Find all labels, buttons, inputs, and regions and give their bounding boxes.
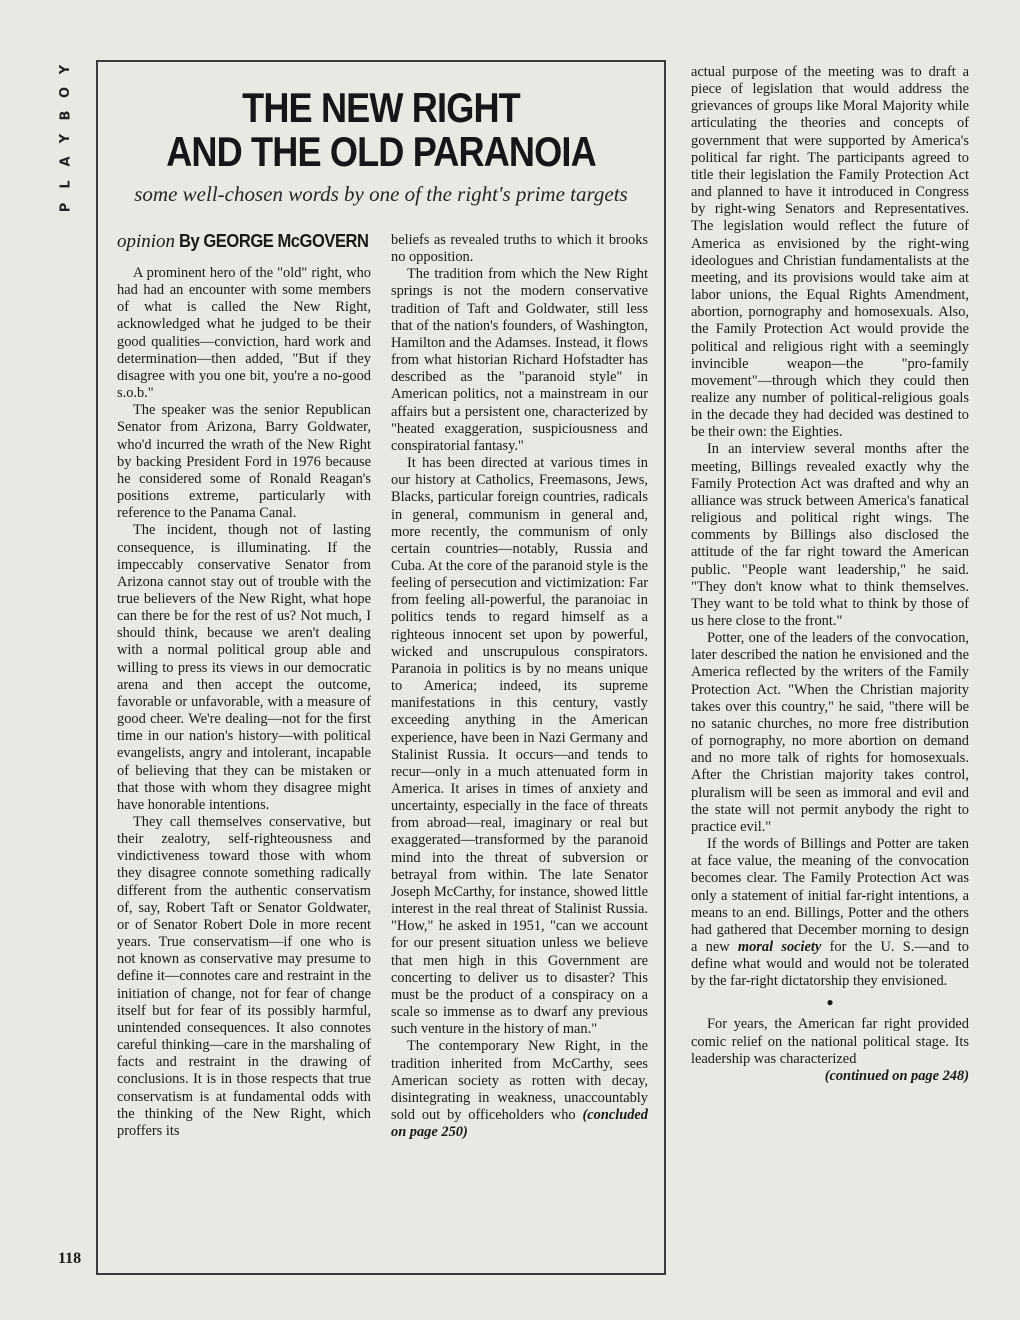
text-column-1 — [117, 265, 371, 1140]
paragraph: They call themselves conservative, but their zealotry, self-righteousness and vindictiveness toward those with whom they disagree connote something radically different from the authentic conservatism of, say, Robert Taft or Senator Goldwater, or of Senator Robert Dole in more recent years. True conservatism—if one who is not known as conservative may presume to define it—connotes care and restraint in the initiation of change, not for fear of change itself but for fear of its possibly harmful, unintended consequences. It also connotes careful thinking—care in the marshaling of facts and restraint in the drawing of conclusions. It is in those respects that true conservatism is at fundamental odds with the thinking of the New Right, which proffers its — [117, 814, 371, 1139]
byline-author: By GEORGE McGOVERN — [179, 231, 369, 251]
paragraph: The incident, though not of lasting consequence, is illuminating. If the impeccably conservative Senator from Arizona cannot stay out of trouble with the true believers of the New Right, what hope can there be for the rest of us? Not much, I should think, because we aren't dealing with a normal political group able and willing to press its views in our democratic arena and then accept the outcome, favorable or unfavorable, with a measure of good cheer. We're dealing—not for the first time in our nation's history—with political evangelists, angry and intolerant, incapable of believing that they can be mistaken or that those with whom they disagree might have honorable intentions. — [117, 522, 371, 813]
paragraph: actual purpose of the meeting was to draft a piece of legislation that would address the grievances of groups like Moral Majority while articulating the theories and concepts of government that were supported by America's political far right. The participants agreed to title their legislation the Family Protection Act and planned to have it introduced in Congress by right-wing Senators and Representatives. The legislation would reflect the future of America as envisioned by the right-wing ideologues and Christian fundamentalists at the meeting, and its provisions would take aim at labor unions, the Equal Rights Amendment, abortion, pornography and homosexuals. Also, the Family Protection Act would provide the political and religious right with a seemingly invincible weapon—the "pro-family movement"—through which they could then realize any number of political-religious goals in the decade they had decided was destined to be their own: the Eighties. — [691, 64, 969, 441]
continuation-note: (continued on page 248) — [824, 1067, 969, 1084]
byline — [117, 231, 372, 253]
article-title — [136, 86, 626, 174]
paragraph: For years, the American far right provided comic relief on the national political stage. Its leadership was characterized — [691, 1016, 969, 1067]
text-column-2 — [391, 232, 648, 1141]
section-separator: ● — [826, 995, 834, 1010]
title-line-1: THE NEW RIGHT — [242, 84, 520, 131]
paragraph-with-continuation — [391, 1038, 648, 1141]
continuation-note: (concluded on page 250) — [391, 1106, 648, 1141]
magazine-name-vertical — [56, 58, 76, 219]
emphasis-text: moral society — [737, 938, 822, 955]
paragraph: Potter, one of the leaders of the convocation, later described the nation he envisioned and the America reflected by the writers of the Family Protection Act. "When the Christian majority takes over this country," he said, "there will be no satanic churches, no more free distribution of pornography, no more abortion on demand and no more talk of rights for homosexuals. After the Christian majority takes control, pluralism will be seen as immoral and evil and the state will not permit anybody the right to practice evil." — [691, 630, 969, 835]
paragraph: In an interview several months after the meeting, Billings revealed exactly why the Family Protection Act was drafted and why an alliance was struck between America's fanatical religious and political right wings. The comments by Billings also disclosed the attitude of the far right toward the American public. "People want leadership," he said. "They don't know what to think themselves. They want to be told what to think by those of us here close to the front." — [691, 441, 969, 629]
article-subtitle: some well-chosen words by one of the right's prime targets — [134, 182, 628, 206]
paragraph: The tradition from which the New Right springs is not the modern conservative tradition of Taft and Goldwater, still less that of the nation's founders, of Washington, Hamilton and the Adamses. Instead, it flows from what historian Richard Hofstadter has described as the "paranoid style" in American politics, not a mainstream in our affairs but a persistent one, characterized by "heated exaggeration, suspiciousness and conspiratorial fantasy." — [391, 266, 648, 454]
paragraph-text: If the words of Billings and Potter are taken at face value, the meaning of the convocation becomes clear. The Family Protection Act was only a statement of initial far-right intentions, a means to an end. Billings, Potter and the others had gathered that December morning to design a new — [691, 836, 969, 955]
paragraph: beliefs as revealed truths to which it brooks no opposition. — [391, 232, 648, 266]
mag-letter: B — [58, 110, 74, 121]
text-column-3 — [691, 64, 969, 1085]
paragraph-text: for the U. S.—and to define what would and would not be tolerated by the far-right dictatorship they envisioned. — [691, 938, 969, 990]
mag-letter: P — [58, 202, 74, 213]
mag-letter: Y — [58, 133, 74, 144]
paragraph: The speaker was the senior Republican Senator from Arizona, Barry Goldwater, who'd incurred the wrath of the New Right by backing President Ford in 1976 because he considered some of Ronald Reagan's positions extreme, particularly with reference to the Panama Canal. — [117, 402, 371, 522]
mag-letter: A — [58, 156, 74, 167]
mag-letter: O — [58, 86, 74, 99]
mag-letter: Y — [58, 64, 74, 75]
paragraph — [691, 836, 969, 990]
mag-letter: L — [58, 180, 74, 189]
page-number: 118 — [58, 1250, 82, 1267]
paragraph: It has been directed at various times in our history at Catholics, Freemasons, Jews, Blacks, particular foreign countries, radicals in general, communism in general and, more recently, the communism of only certain countries—notably, Russia and Cuba. At the core of the paranoid style is the feeling of persecution and victimization: Far from feeling all-powerful, the paranoiac in politics tends to regard himself as a righteous innocent set upon by powerful, wicked and unscrupulous conspirators. Paranoia in politics is by no means unique to America; indeed, its supreme manifestations in this century, vastly exceeding anything in the American experience, have been in Nazi Germany and Stalinist Russia. It occurs—and tends to recur—only in a much attenuated form in America. It arises in times of anxiety and uncertainty, especially in the face of threats from abroad—real, imaginary or real but exaggerated—transformed by the paranoid mind into the threat of subversion or betrayal from within. The late Senator Joseph McCarthy, for instance, showed little interest in the real threat of Stalinist Russia. "How," he asked in 1951, "can we account for our present situation unless we believe that men high in this Government are concerting to deliver us to disaster? This must be the product of a conspiracy on a scale so immense as to dwarf any previous such venture in the history of man." — [391, 455, 648, 1038]
byline-label: opinion — [117, 231, 176, 252]
paragraph-text: The contemporary New Right, in the tradition inherited from McCarthy, sees American society as rotten with decay, disintegrating in weakness, unaccountably sold out by officeholders who — [391, 1038, 648, 1123]
paragraph: A prominent hero of the "old" right, who had had an encounter with some members of what is called the New Right, acknowledged what he judged to be their good qualities—conviction, hard work and determination—then added, "But if they disagree with you one bit, you're a no-good s.o.b." — [117, 265, 371, 402]
title-line-2: AND THE OLD PARANOIA — [166, 128, 596, 175]
